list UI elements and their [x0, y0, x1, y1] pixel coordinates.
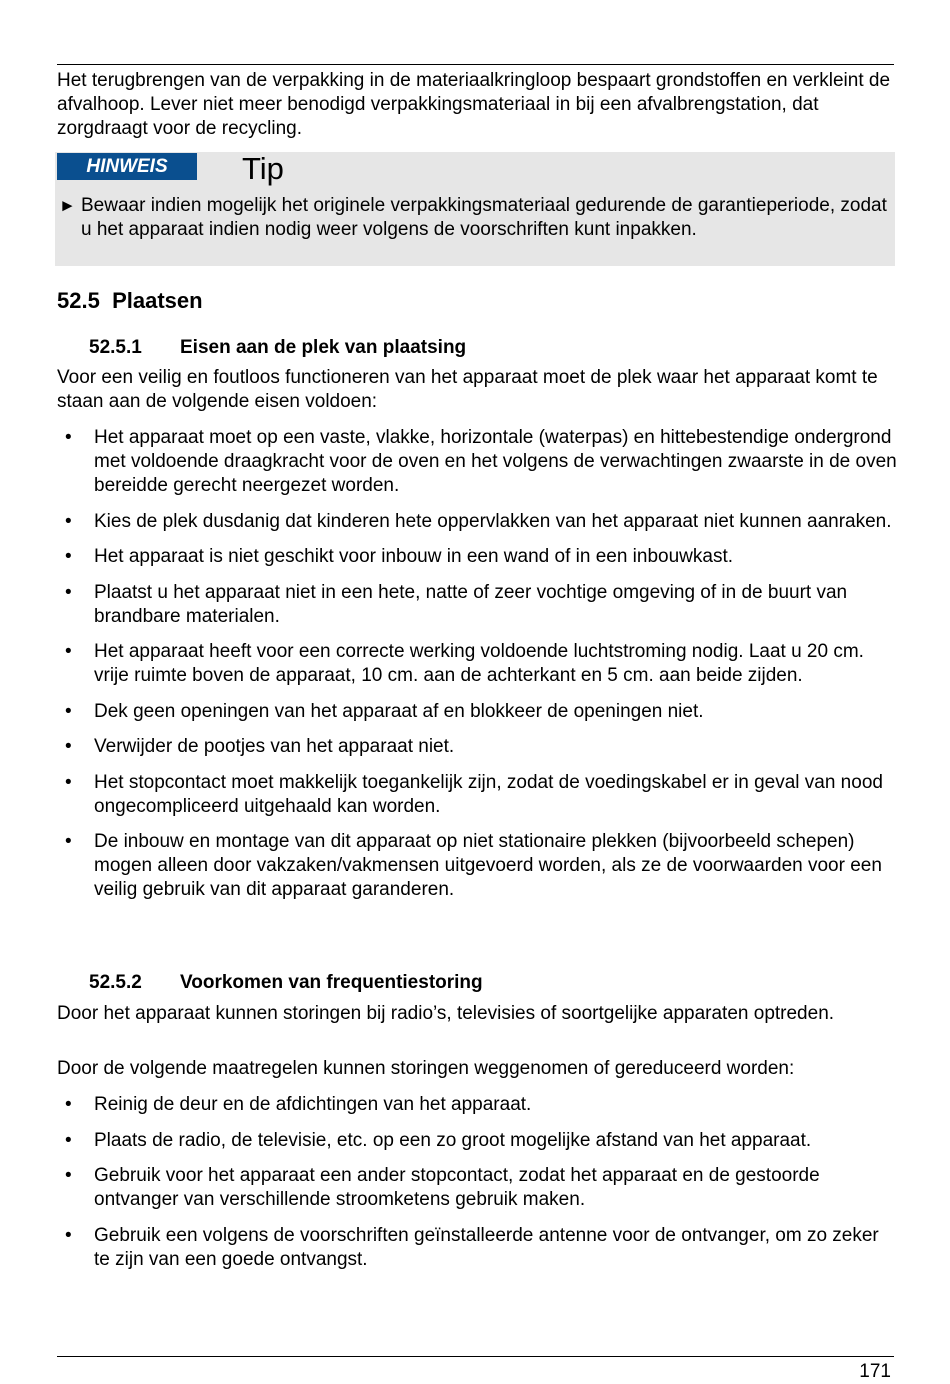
list-item: • Gebruik een volgens de voorschriften geïnstalleerde antenne voor de ontvanger, om zo zeker te zijn van een goede ontvangst. [57, 1224, 897, 1272]
intro-paragraph: Het terugbrengen van de verpakking in de materiaalkringloop bespaart grondstoffen en verkleint de afvalhoop. Lever niet meer benodigd verpakkingsmateriaal in bij een afvalbrengstation, dat zorgdraagt voor de recycling. [57, 70, 891, 139]
tip-box [55, 152, 895, 266]
list-item: • Gebruik voor het apparaat een ander stopcontact, zodat het apparaat en de gestoorde ontvanger van verschillende stroomketens gebruik maken. [57, 1164, 897, 1212]
page-number: 171 [859, 1361, 891, 1382]
arrow-icon: ► [59, 196, 76, 215]
list-item: • Verwijder de pootjes van het apparaat niet. [57, 735, 897, 759]
tip-text: Bewaar indien mogelijk het originele verpakkingsmateriaal gedurende de garantieperiode, zodat u het apparaat indien nodig weer volgens de voorschriften kunt inpakken. [81, 195, 887, 240]
subsection-heading-2: 52.5.2 Voorkomen van frequentiestoring [89, 972, 483, 993]
header-rule [57, 64, 894, 65]
footer-rule [57, 1356, 894, 1357]
sub2-paragraph-1: Door het apparaat kunnen storingen bij radio’s, televisies of soortgelijke apparaten optreden. [57, 1003, 835, 1024]
interference-measures-list [57, 1093, 897, 1283]
list-item: • Kies de plek dusdanig dat kinderen hete oppervlakken van het apparaat niet kunnen aanraken. [57, 510, 897, 534]
placement-requirements-list [57, 426, 897, 914]
tip-body [59, 194, 889, 242]
section-heading: 52.5 Plaatsen [57, 288, 203, 313]
hinweis-badge: HINWEIS [57, 153, 197, 180]
list-item: • Reinig de deur en de afdichtingen van het apparaat. [57, 1093, 897, 1117]
list-item: • De inbouw en montage van dit apparaat op niet stationaire plekken (bijvoorbeeld schepen) mogen alleen door vakzaken/vakmensen uitgevoerd worden, als ze de voorwaarden voor een veilig gebruik van dit apparaat garanderen. [57, 830, 897, 902]
list-item: • Het stopcontact moet makkelijk toegankelijk zijn, zodat de voedingskabel er in geval van nood ongecompliceerd uitgehaald kan worden. [57, 771, 897, 819]
list-item: • Dek geen openingen van het apparaat af en blokkeer de openingen niet. [57, 700, 897, 724]
list-item: • Het apparaat heeft voor een correcte werking voldoende luchtstroming nodig. Laat u 20 cm. vrije ruimte boven de apparaat, 10 cm. aan de achterkant en 5 cm. aan beide zijden. [57, 640, 897, 688]
list-item: • Het apparaat moet op een vaste, vlakke, horizontale (waterpas) en hittebestendige ondergrond met voldoende draagkracht voor de oven en het volgens de verwachtingen zwaarste in de oven bereidde gerecht neergezet worden. [57, 426, 897, 498]
sub2-paragraph-2: Door de volgende maatregelen kunnen storingen weggenomen of gereduceerd worden: [57, 1058, 795, 1079]
sub1-intro: Voor een veilig en foutloos functioneren van het apparaat moet de plek waar het apparaat komt te staan aan de volgende eisen voldoen: [57, 367, 878, 412]
list-item: • Plaats de radio, de televisie, etc. op een zo groot mogelijke afstand van het apparaat. [57, 1129, 897, 1153]
list-item: • Plaatst u het apparaat niet in een hete, natte of zeer vochtige omgeving of in de buurt van brandbare materialen. [57, 581, 897, 629]
list-item: • Het apparaat is niet geschikt voor inbouw in een wand of in een inbouwkast. [57, 545, 897, 569]
tip-title: Tip [242, 151, 284, 186]
subsection-heading-1: 52.5.1 Eisen aan de plek van plaatsing [89, 337, 467, 358]
